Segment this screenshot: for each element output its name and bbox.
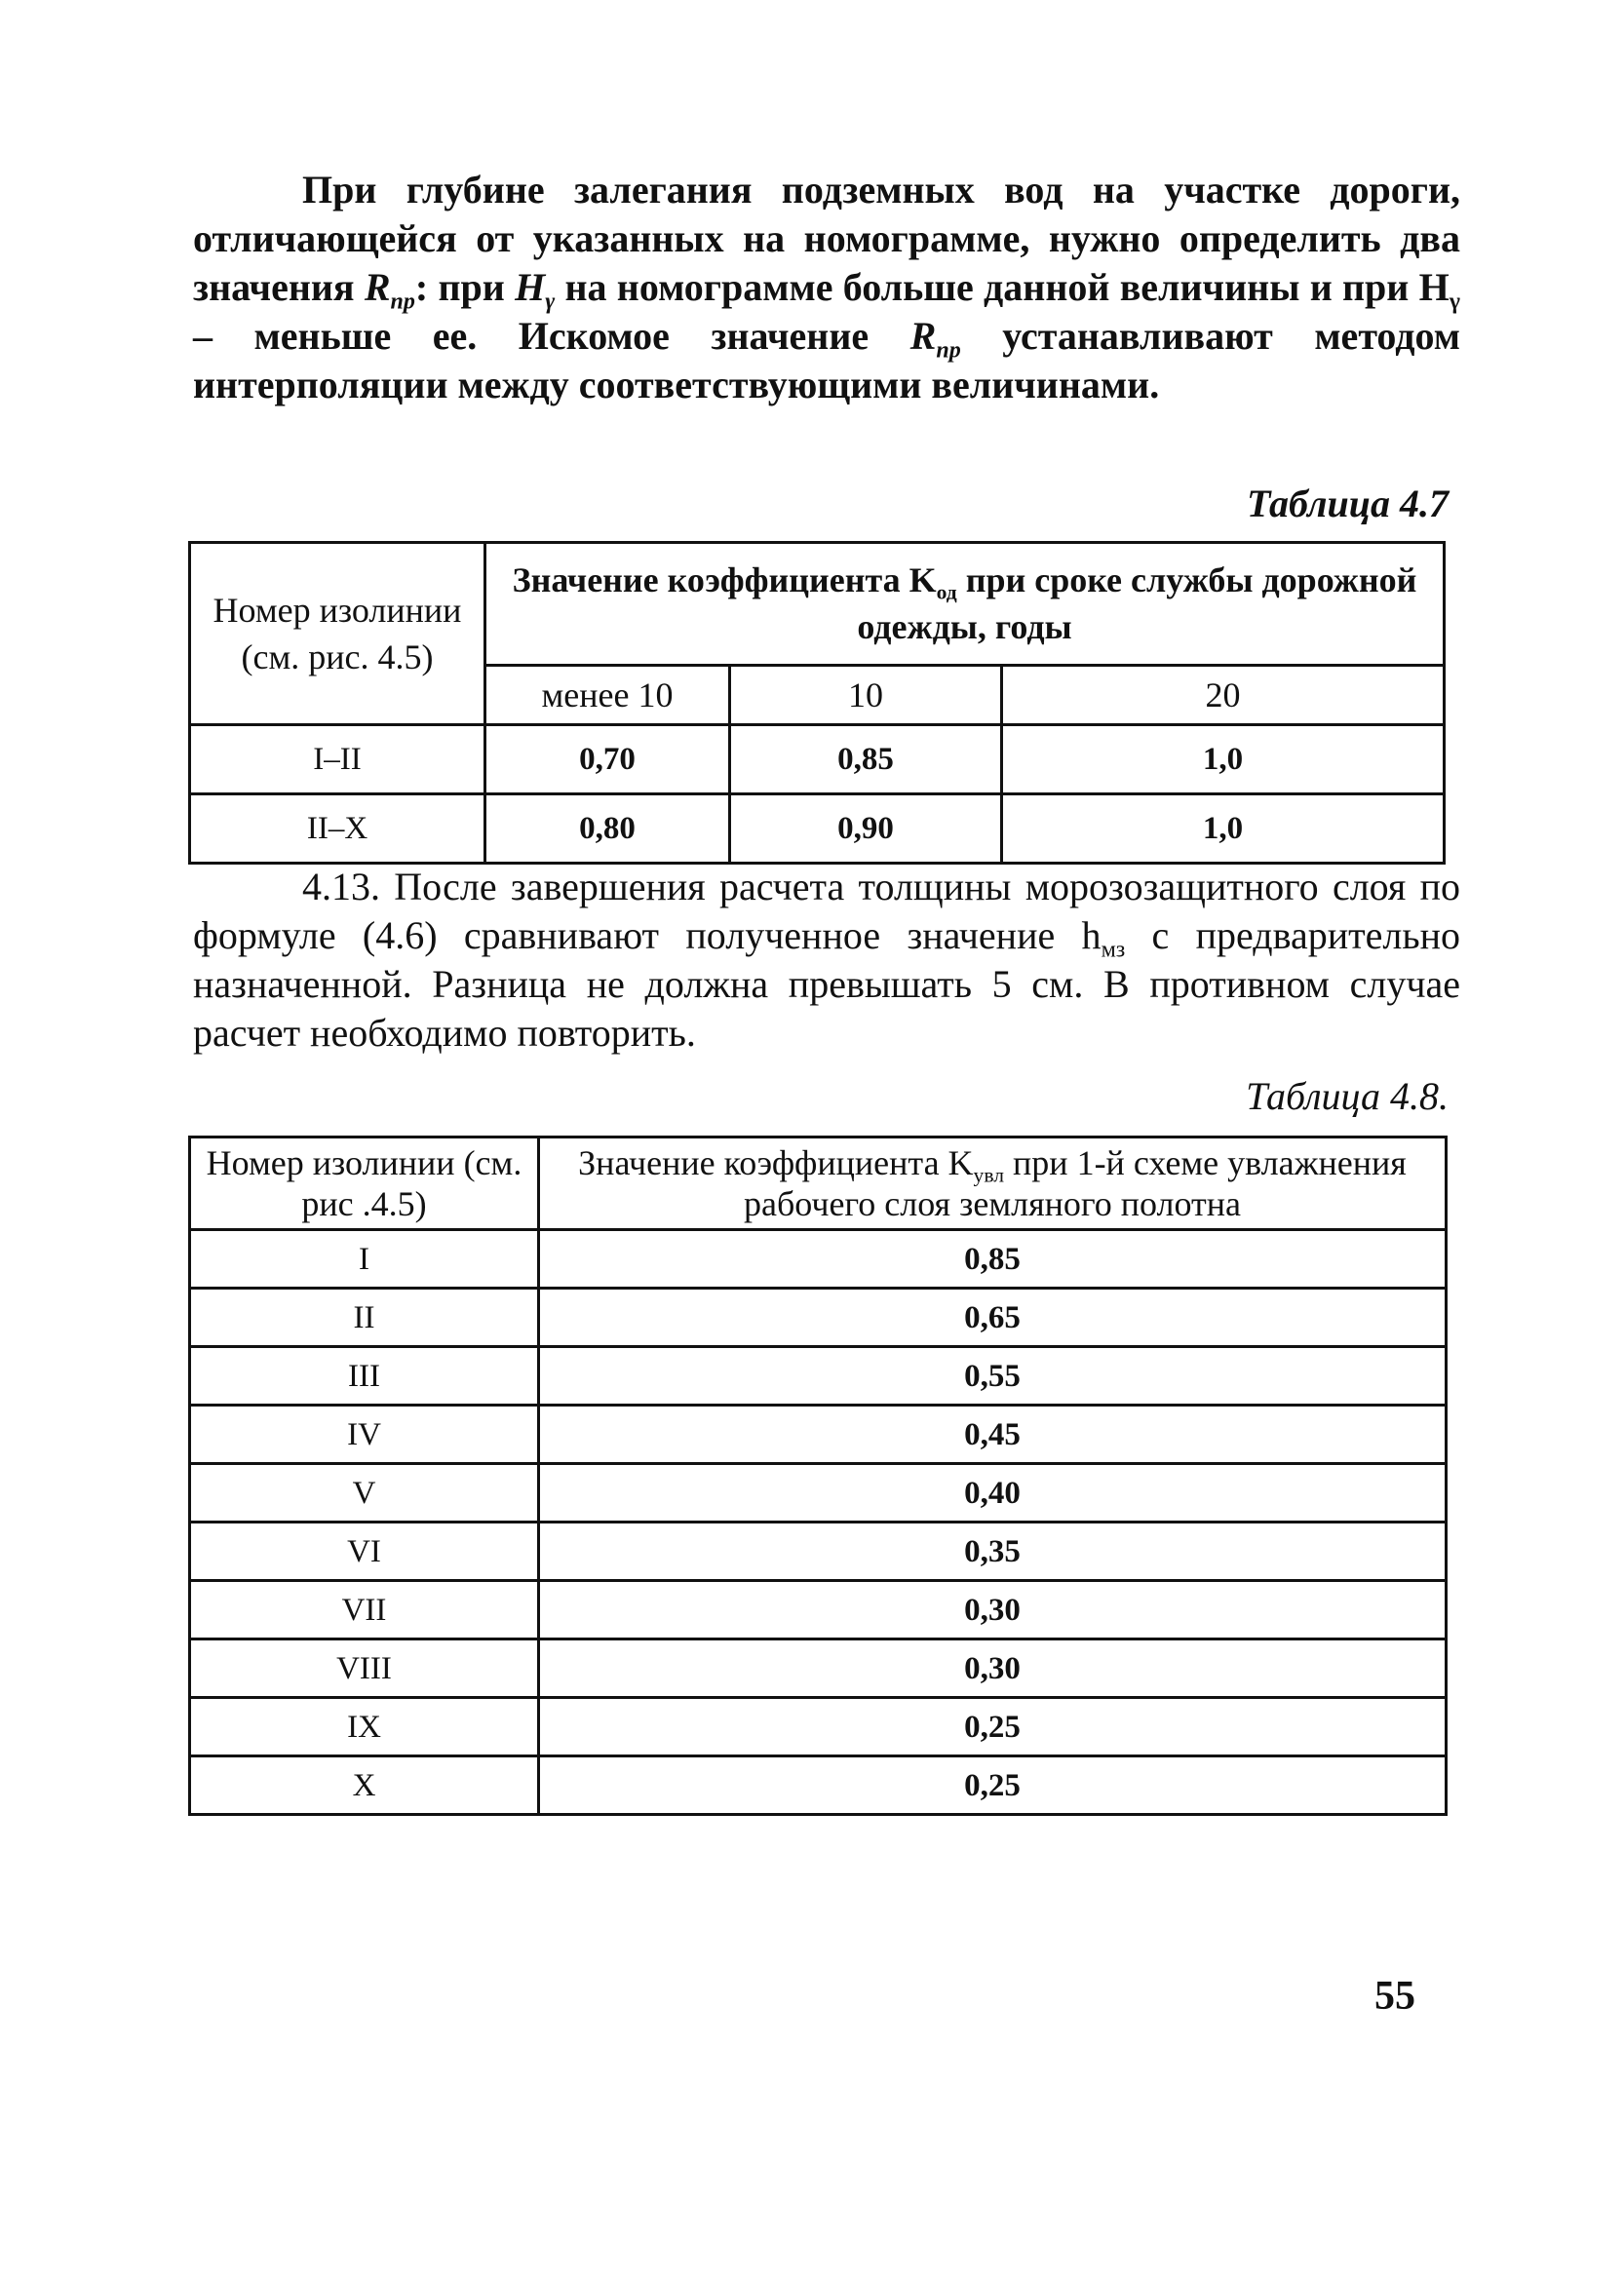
table-cell: 0,25	[539, 1756, 1447, 1815]
symbol-h-subscript: мз	[1101, 937, 1126, 963]
table-cell: 0,35	[539, 1523, 1447, 1581]
header-text: Значение коэффициента K	[512, 560, 937, 600]
table-4-7-caption: Таблица 4.7	[1247, 482, 1449, 525]
page-number: 55	[1374, 1974, 1415, 2019]
paragraph-interpolation	[193, 166, 1460, 409]
table-subheader: менее 10	[485, 665, 730, 724]
row-label: I–II	[190, 725, 485, 794]
table-subheader: 10	[730, 665, 1002, 724]
paragraph-text: 4.13. После завершения расчета толщины морозозащитного слоя по формуле (4.6) сравнивают полученное значение h	[193, 865, 1460, 957]
table-cell: 0,90	[730, 794, 1002, 864]
symbol-r	[909, 314, 961, 364]
row-label: V	[190, 1464, 539, 1523]
table-cell: 1,0	[1002, 794, 1445, 864]
row-label: VII	[190, 1581, 539, 1639]
table-row	[190, 1406, 1447, 1464]
table-row	[190, 1230, 1447, 1289]
row-label: VIII	[190, 1639, 539, 1698]
table-row	[190, 725, 1445, 794]
table-cell: 0,45	[539, 1406, 1447, 1464]
row-label: X	[190, 1756, 539, 1815]
table-row	[190, 1289, 1447, 1347]
paragraph-text: : при	[414, 265, 516, 309]
paragraph-text: устанавливают методом интерполяции между соответствующими величинами.	[193, 314, 1461, 406]
row-label: II–X	[190, 794, 485, 864]
row-label: VI	[190, 1523, 539, 1581]
header-text: при 1-й схеме увлажнения рабочего слоя земляного полотна	[743, 1143, 1407, 1223]
table-row	[190, 1639, 1447, 1698]
table-cell: 0,30	[539, 1581, 1447, 1639]
row-label: IV	[190, 1406, 539, 1464]
symbol-h-subscript: γ	[545, 289, 556, 315]
symbol-r-letter: R	[909, 314, 937, 358]
symbol-r-letter: R	[364, 265, 391, 309]
header-text: при сроке службы дорожной одежды, годы	[857, 560, 1417, 647]
table-cell: 0,85	[730, 725, 1002, 794]
symbol-h-letter: H	[515, 265, 546, 309]
table-header-isoline: Номер изолинии (см. рис. 4.5)	[190, 543, 485, 725]
symbol-h-letter: H	[1418, 265, 1450, 309]
paragraph-text: – меньше ее. Искомое значение	[193, 314, 910, 358]
table-header-coefficient	[485, 543, 1445, 666]
table-cell: 0,40	[539, 1464, 1447, 1523]
header-subscript: од	[936, 580, 957, 604]
row-label: II	[190, 1289, 539, 1347]
table-row	[190, 1464, 1447, 1523]
table-cell: 0,70	[485, 725, 730, 794]
symbol-r-subscript: пр	[936, 337, 961, 364]
table-4-8	[188, 1136, 1448, 1816]
table-row	[190, 1698, 1447, 1756]
table-cell: 0,65	[539, 1289, 1447, 1347]
row-label: IX	[190, 1698, 539, 1756]
symbol-r	[364, 265, 415, 315]
table-cell: 0,55	[539, 1347, 1447, 1406]
symbol-h	[1418, 265, 1460, 315]
table-4-7	[188, 541, 1446, 865]
table-4-8-caption: Таблица 4.8.	[1246, 1074, 1449, 1118]
table-cell: 0,80	[485, 794, 730, 864]
table-row	[190, 794, 1445, 864]
symbol-h-subscript: γ	[1449, 289, 1460, 315]
table-cell: 0,85	[539, 1230, 1447, 1289]
paragraph-text: с предварительно назначенной. Разница не должна превышать 5 см. В противном случае расчет необходимо повторить.	[193, 913, 1460, 1055]
header-subscript: увл	[973, 1163, 1005, 1187]
symbol-h	[515, 265, 556, 315]
table-cell: 1,0	[1002, 725, 1445, 794]
table-cell: 0,25	[539, 1698, 1447, 1756]
table-row	[190, 1523, 1447, 1581]
header-text: Значение коэффициента K	[578, 1143, 974, 1182]
paragraph-text: на номограмме больше данной величины и при	[555, 265, 1419, 309]
table-header-coefficient	[539, 1138, 1447, 1230]
table-row	[190, 1756, 1447, 1815]
table-row	[190, 1581, 1447, 1639]
table-subheader: 20	[1002, 665, 1445, 724]
row-label: I	[190, 1230, 539, 1289]
paragraph-text: При глубине залегания подземных вод на участке дороги, отличающейся от указанных на номограмме, нужно определить два значения	[193, 168, 1460, 309]
row-label: III	[190, 1347, 539, 1406]
table-header-isoline: Номер изолинии (см. рис .4.5)	[190, 1138, 539, 1230]
symbol-r-subscript: пр	[390, 289, 415, 315]
table-cell: 0,30	[539, 1639, 1447, 1698]
table-row	[190, 1347, 1447, 1406]
paragraph-4-13	[193, 863, 1460, 1058]
